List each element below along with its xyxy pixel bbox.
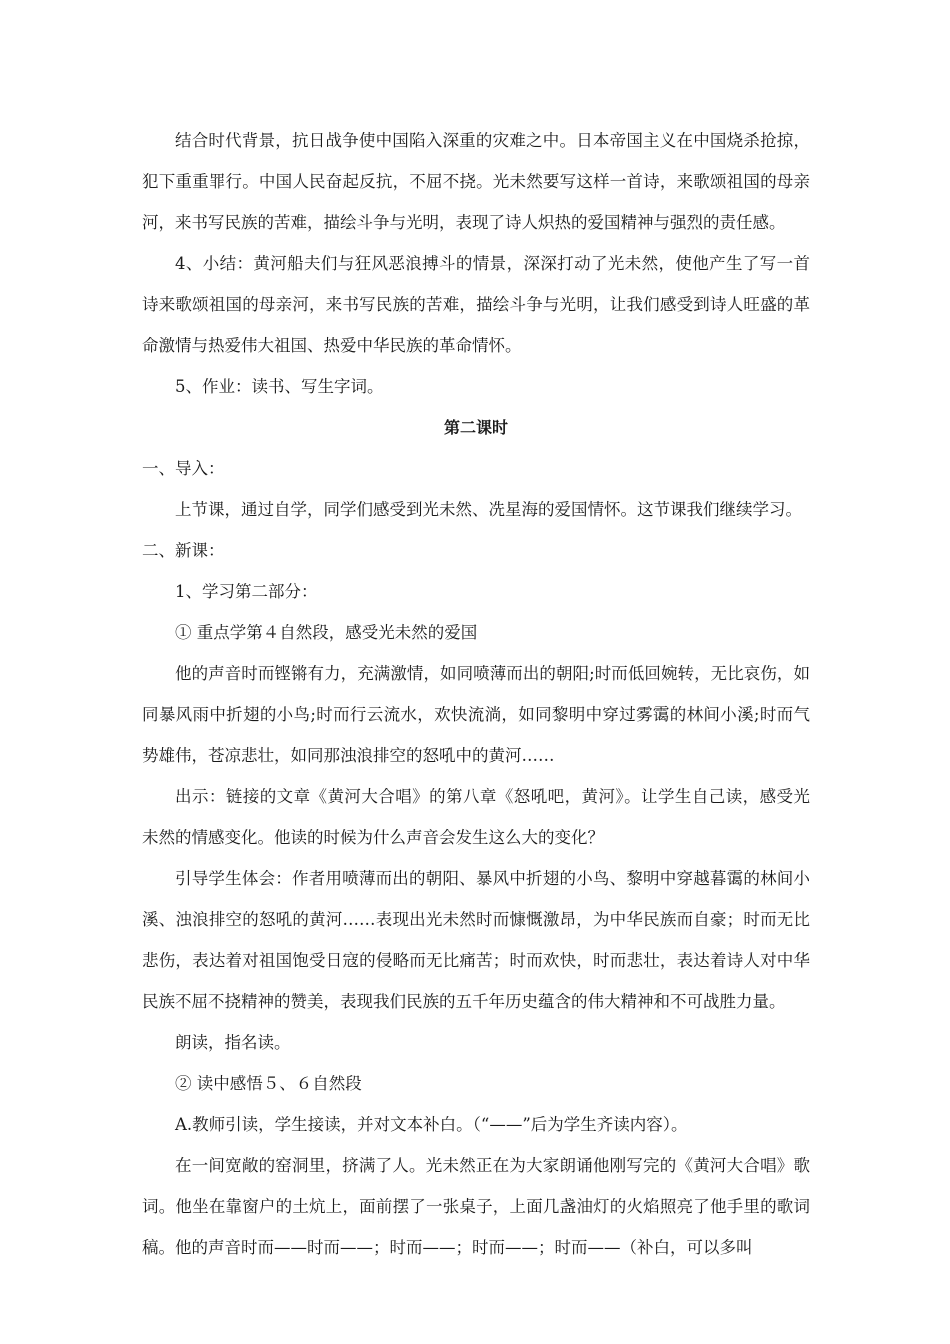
section-intro-title: 一、导入： bbox=[142, 459, 225, 478]
paragraph-show: 出示：链接的文章《黄河大合唱》的第八章《怒吼吧，黄河》。让学生自己读，感受光未然的情感变化。他读的时候为什么声音会发生这么大的变化？ bbox=[142, 787, 810, 847]
paragraph-focus-5-6: ② 读中感悟５、６自然段 bbox=[175, 1074, 362, 1093]
paragraph-cave-scene: 在一间宽敞的窑洞里，挤满了人。光未然正在为大家朗诵他刚写完的《黄河大合唱》歌词。他坐在靠窗户的土炕上，面前摆了一张桌子，上面几盏油灯的火焰照亮了他手里的歌词稿。他的声音时而——时而——；时而——；时而——；时而——（补白，可以多叫 bbox=[142, 1156, 810, 1257]
paragraph-part2: 1、学习第二部分： bbox=[175, 582, 318, 601]
document-body bbox=[142, 120, 810, 1268]
paragraph-read-aloud: 朗读，指名读。 bbox=[175, 1033, 291, 1052]
section-newlesson-title: 二、新课： bbox=[142, 541, 225, 560]
paragraph-intro: 上节课，通过自学，同学们感受到光未然、冼星海的爱国情怀。这节课我们继续学习。 bbox=[175, 500, 802, 519]
paragraph-summary: 4、小结：黄河船夫们与狂风恶浪搏斗的情景，深深打动了光未然，使他产生了写一首诗来歌颂祖国的母亲河，来书写民族的苦难，描绘斗争与光明，让我们感受到诗人旺盛的革命激情与热爱伟大祖国、热爱中华民族的革命情怀。 bbox=[142, 254, 810, 355]
section-heading: 第二课时 bbox=[443, 418, 508, 437]
paragraph-quote-voice: 他的声音时而铿锵有力，充满激情，如同喷薄而出的朝阳;时而低回婉转，无比哀伤，如同暴风雨中折翅的小鸟;时而行云流水，欢快流淌，如同黎明中穿过雾霭的林间小溪;时而气势雄伟，苍凉悲壮，如同那浊浪排空的怒吼中的黄河…… bbox=[142, 664, 810, 765]
paragraph-background: 结合时代背景，抗日战争使中国陷入深重的灾难之中。日本帝国主义在中国烧杀抢掠，犯下重重罪行。中国人民奋起反抗，不屈不挠。光未然要写这样一首诗，来歌颂祖国的母亲河，来书写民族的苦难，描绘斗争与光明，表现了诗人炽热的爱国精神与强烈的责任感。 bbox=[142, 131, 810, 232]
paragraph-homework: 5、作业：读书、写生字词。 bbox=[175, 377, 384, 396]
paragraph-teacher-lead: A.教师引读，学生接读，并对文本补白。（“——”后为学生齐读内容）。 bbox=[175, 1115, 688, 1134]
paragraph-guide: 引导学生体会：作者用喷薄而出的朝阳、暴风中折翅的小鸟、黎明中穿越暮霭的林间小溪、浊浪排空的怒吼的黄河……表现出光未然时而慷慨激昂，为中华民族而自豪；时而无比悲伤，表达着对祖国饱受日寇的侵略而无比痛苦；时而欢快，时而悲壮，表达着诗人对中华民族不屈不挠精神的赞美，表现我们民族的五千年历史蕴含的伟大精神和不可战胜力量。 bbox=[142, 869, 810, 1011]
paragraph-focus-4: ① 重点学第４自然段，感受光未然的爱国 bbox=[175, 623, 478, 642]
